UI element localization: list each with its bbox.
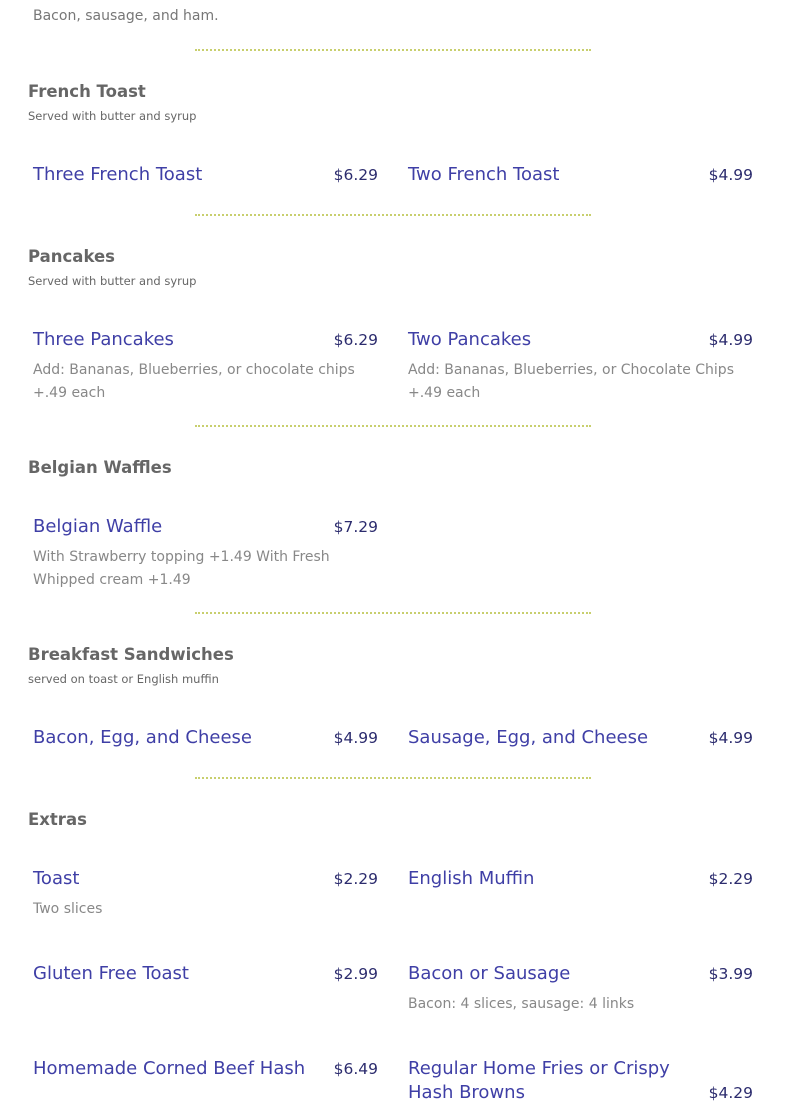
- menu-item[interactable]: [408, 328, 753, 405]
- item-name[interactable]: Regular Home Fries or Crispy Hash Browns: [408, 1058, 670, 1103]
- item-name[interactable]: Three French Toast: [33, 164, 203, 185]
- menu-item[interactable]: [33, 515, 378, 592]
- item-description: Bacon: 4 slices, sausage: 4 links: [408, 996, 635, 1012]
- item-name[interactable]: Homemade Corned Beef Hash: [33, 1058, 306, 1079]
- menu-item[interactable]: [408, 163, 753, 187]
- item-price: $7.29: [333, 518, 378, 536]
- item-description: With Strawberry topping +1.49 With Fresh Whipped cream +1.49: [33, 549, 330, 588]
- item-name[interactable]: Gluten Free Toast: [33, 963, 189, 984]
- item-price: $6.29: [333, 166, 378, 184]
- menu-item[interactable]: [408, 726, 753, 750]
- item-name[interactable]: Two Pancakes: [408, 329, 532, 350]
- item-name[interactable]: Three Pancakes: [33, 329, 174, 350]
- item-description: Bacon, sausage, and ham.: [33, 8, 219, 24]
- section-subtitle: Served with butter and syrup: [28, 274, 197, 288]
- item-name[interactable]: Toast: [33, 868, 80, 889]
- item-name[interactable]: Belgian Waffle: [33, 516, 163, 537]
- menu-item[interactable]: [33, 163, 378, 187]
- section-divider: [195, 214, 591, 216]
- item-name[interactable]: Sausage, Egg, and Cheese: [408, 727, 649, 748]
- item-price: $4.99: [708, 166, 753, 184]
- item-price: $6.49: [333, 1060, 378, 1078]
- item-price: $2.29: [333, 870, 378, 888]
- menu-item[interactable]: [408, 1057, 753, 1105]
- section-subtitle: served on toast or English muffin: [28, 672, 219, 686]
- item-price: $2.99: [333, 965, 378, 983]
- section-divider: [195, 777, 591, 779]
- item-description: Add: Bananas, Blueberries, or chocolate chips +.49 each: [33, 362, 355, 401]
- menu-item[interactable]: [33, 328, 378, 405]
- item-price: $6.29: [333, 331, 378, 349]
- section-title-french-toast: French Toast: [28, 82, 146, 101]
- item-price: $4.99: [708, 331, 753, 349]
- section-title-pancakes: Pancakes: [28, 247, 115, 266]
- section-title-breakfast-sandwiches: Breakfast Sandwiches: [28, 645, 234, 664]
- item-price: $3.99: [708, 965, 753, 983]
- section-divider: [195, 49, 591, 51]
- menu-item[interactable]: [33, 1057, 378, 1081]
- section-divider: [195, 612, 591, 614]
- item-name[interactable]: Bacon or Sausage: [408, 963, 571, 984]
- section-divider: [195, 425, 591, 427]
- section-title-extras: Extras: [28, 810, 87, 829]
- menu-item[interactable]: [33, 867, 378, 921]
- item-price: $4.99: [333, 729, 378, 747]
- item-price: $4.29: [708, 1084, 753, 1102]
- item-name[interactable]: English Muffin: [408, 868, 535, 889]
- item-price: $2.29: [708, 870, 753, 888]
- item-description: Two slices: [33, 901, 103, 917]
- section-title-belgian-waffles: Belgian Waffles: [28, 458, 172, 477]
- menu-item[interactable]: [408, 867, 753, 891]
- menu-item[interactable]: [33, 726, 378, 750]
- item-price: $4.99: [708, 729, 753, 747]
- item-name[interactable]: Bacon, Egg, and Cheese: [33, 727, 252, 748]
- item-description: Add: Bananas, Blueberries, or Chocolate Chips +.49 each: [408, 362, 734, 401]
- menu-item[interactable]: [33, 962, 378, 986]
- item-name[interactable]: Two French Toast: [408, 164, 560, 185]
- section-subtitle: Served with butter and syrup: [28, 109, 197, 123]
- menu-item[interactable]: [408, 962, 753, 1016]
